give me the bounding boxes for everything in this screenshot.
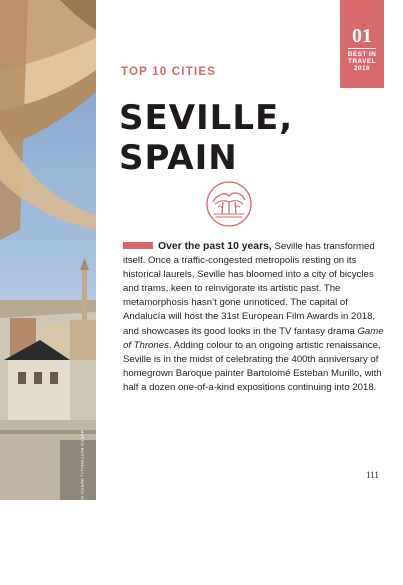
badge-line-2: TRAVEL	[348, 58, 376, 65]
page-title	[119, 98, 293, 178]
lead-phrase: Over the past 10 years,	[158, 241, 272, 252]
title-line-2: SPAIN	[119, 138, 238, 178]
badge-number: 01	[352, 25, 372, 47]
body-text-show-title: Game of Thrones	[123, 325, 384, 351]
title-line-1: SEVILLE,	[119, 98, 294, 138]
section-kicker: TOP 10 CITIES	[121, 66, 217, 78]
photo-scene	[0, 0, 96, 500]
seville-photo	[0, 0, 96, 585]
page-number: 111	[366, 470, 379, 480]
article-body	[123, 240, 385, 395]
badge-line-3: 2018	[353, 65, 371, 72]
badge-line-1: BEST IN	[347, 51, 377, 58]
lead-accent-bar	[123, 242, 153, 249]
badge-divider	[348, 48, 376, 49]
best-in-travel-badge	[340, 0, 384, 88]
body-text-part-1: Seville has transformed itself. Once a traffic-congested metropolis resting on its historical laurels, Seville has bloomed into a city of bicycles and trams, keen to reinvigorate its artistic past. The metamorphosis hasn’t gone unnoticed. The capital of Andalucía will host the 31st European Film Awards in 2018, and showcases its good looks in the TV fantasy drama	[123, 241, 376, 337]
body-text-part-2: . Adding colour to an ongoing artistic renaissance, Seville is in the midst of celebrating the 400th anniversary of homegrown Baroque painter Bartolomé Esteban Murillo, with half a dozen one-of-a-kind expositions continuing into 2018.	[123, 339, 382, 393]
seville-metropol-parasol-icon	[205, 180, 253, 228]
photo-credit: MARCO BOTTIGELLI | MARCO GUERRA/GETTY IMAGES/ISTOCK PHOTO	[80, 430, 85, 585]
